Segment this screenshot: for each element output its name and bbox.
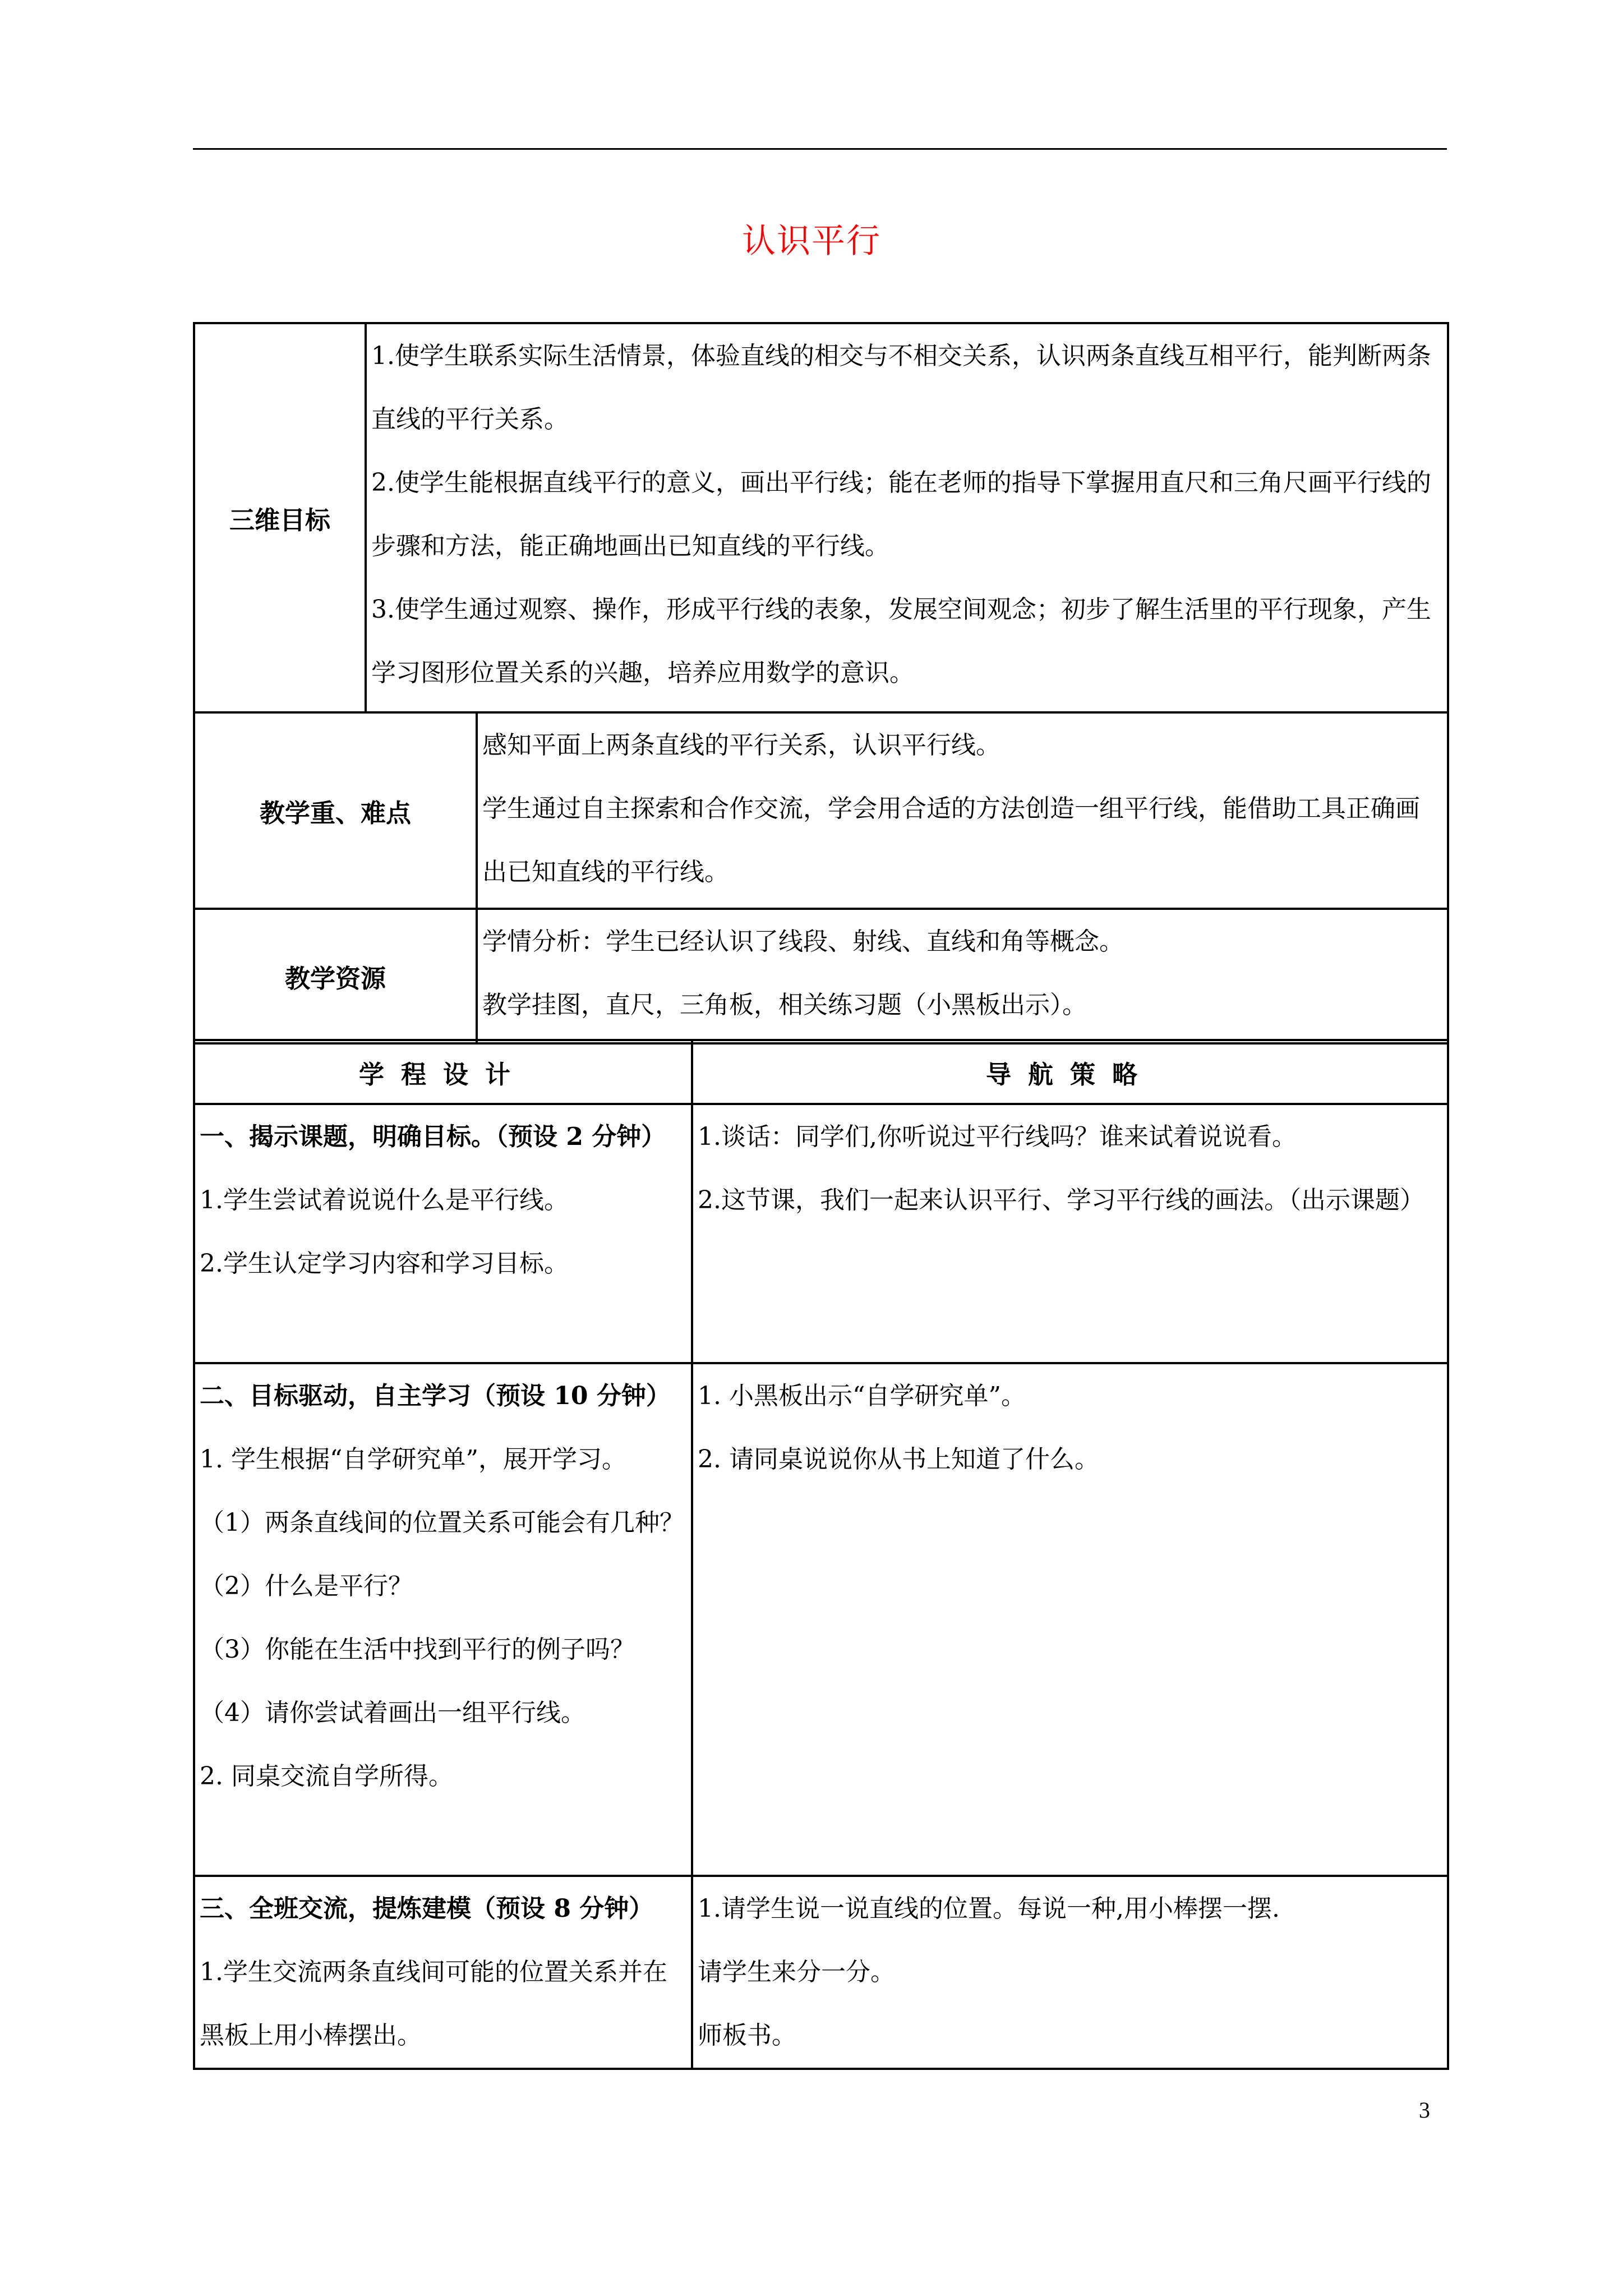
goals-content [366,323,1448,712]
section-left-item: 1. 学生根据“自学研究单”，展开学习。 [200,1445,626,1474]
section-right-item: 1. 小黑板出示“自学研究单”。 [698,1382,1026,1410]
section-right [692,1104,1448,1363]
focus-row [194,712,1448,909]
section-heading: 三、全班交流，提炼建模（预设 8 分钟） [200,1894,654,1923]
section-heading: 一、揭示课题，明确目标。（预设 2 分钟） [200,1122,666,1151]
goals-row [194,323,1448,712]
goal-item: 2.使学生能根据直线平行的意义，画出平行线；能在老师的指导下掌握用直尺和三角尺画平行线的步骤和方法，能正确地画出已知直线的平行线。 [371,468,1431,560]
section-left-item: （1）两条直线间的位置关系可能会有几种？ [200,1508,684,1537]
section-row [194,1104,1448,1363]
section-left-item: （2）什么是平行？ [200,1572,413,1600]
info-table [193,322,1449,1045]
page-number: 3 [1419,2097,1430,2123]
resource-item: 学情分析：学生已经认识了线段、射线、直线和角等概念。 [482,927,1124,956]
section-left-item: 2. 同桌交流自学所得。 [200,1762,453,1791]
focus-content [477,712,1448,909]
section-right-item: 1.请学生说一说直线的位置。每说一种,用小棒摆一摆. [698,1894,1280,1923]
header-navigation-strategy: 导航策略 [692,1040,1448,1104]
section-right [692,1876,1448,2069]
section-row [194,1363,1448,1876]
resource-item: 教学挂图，直尺，三角板，相关练习题（小黑板出示）。 [482,991,1087,1019]
section-left-item: （3）你能在生活中找到平行的例子吗？ [200,1635,635,1664]
section-left-item: 1.学生尝试着说说什么是平行线。 [200,1186,569,1214]
section-right-item: 2.这节课，我们一起来认识平行、学习平行线的画法。（出示课题） [698,1186,1424,1214]
section-left [194,1363,692,1876]
header-rule [193,148,1447,150]
page-title: 认识平行 [742,222,881,261]
section-left-item: 2.学生认定学习内容和学习目标。 [200,1249,569,1278]
section-left [194,1104,692,1363]
resources-label: 教学资源 [194,909,477,1043]
process-header-row [194,1040,1448,1104]
section-heading: 二、目标驱动，自主学习（预设 10 分钟） [200,1382,671,1410]
resources-content [477,909,1448,1043]
section-left [194,1876,692,2069]
section-left-item: 1.学生交流两条直线间可能的位置关系并在黑板上用小棒摆出。 [200,1958,667,2050]
focus-label: 教学重、难点 [194,712,477,909]
section-right [692,1363,1448,1876]
section-right-item: 请学生来分一分。 [698,1958,895,1986]
focus-item: 感知平面上两条直线的平行关系，认识平行线。 [482,731,1000,760]
section-left-item: （4）请你尝试着画出一组平行线。 [200,1699,585,1727]
header-process-design: 学程设计 [194,1040,692,1104]
goal-item: 3.使学生通过观察、操作，形成平行线的表象，发展空间观念；初步了解生活里的平行现象，产生学习图形位置关系的兴趣，培养应用数学的意识。 [371,595,1431,687]
section-right-item: 2. 请同桌说说你从书上知道了什么。 [698,1445,1099,1474]
section-right-item: 1.谈话：同学们,你听说过平行线吗？谁来试着说说看。 [698,1122,1297,1151]
section-right-item: 师板书。 [698,2021,796,2050]
resources-row [194,909,1448,1043]
goals-label: 三维目标 [194,323,366,712]
section-row [194,1876,1448,2069]
goal-item: 1.使学生联系实际生活情景，体验直线的相交与不相交关系，认识两条直线互相平行，能判断两条直线的平行关系。 [371,342,1431,434]
focus-item: 学生通过自主探索和合作交流，学会用合适的方法创造一组平行线，能借助工具正确画出已知直线的平行线。 [482,794,1420,886]
process-table [193,1039,1449,2070]
